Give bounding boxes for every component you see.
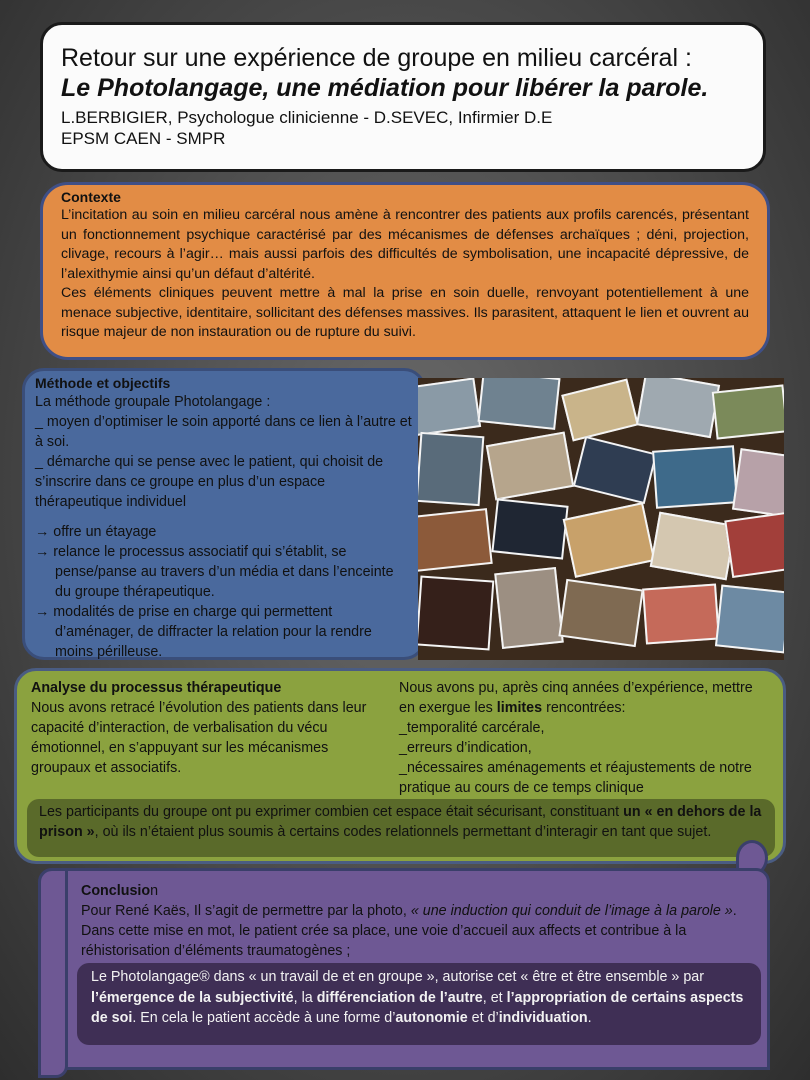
conclusion-text-after: . Dans cette mise en mot, le patient crée sa place, une voie d’accueil aux affects et contribue à la réhistorisation d’éléments traumatogènes ; (81, 903, 737, 959)
photo-card (494, 567, 564, 649)
photo-card (652, 445, 738, 509)
photo-card (732, 448, 784, 518)
photo-card (477, 378, 560, 430)
analysis-heading: Analyse du processus thérapeutique (31, 680, 282, 696)
inner-text-before: Les participants du groupe ont pu exprimer combien cet espace était sécurisant, constituant (39, 804, 620, 820)
context-paragraph-1: L’incitation au soin en milieu carcéral nous amène à rencontrer des patients aux profils carencés, présentant un fonctionnement psychique caractérisé par des mécanismes de défenses archaïques ; déni, projection, clivage, recours à l’agir… mais aussi parfois des difficultés de symbolisation, une incapacité dépressive, de l’alexithymie ainsi qu’un défaut d’altérité. (61, 207, 749, 282)
photolangage-photo (418, 378, 784, 660)
method-section (22, 368, 426, 660)
conclusion-heading (81, 881, 741, 901)
inner-seg-6: . (587, 1010, 592, 1026)
inner-seg-3: , et (482, 989, 503, 1006)
intro-text: Nous avons pu, après cinq années d’expérience, mettre en exergue les (399, 680, 753, 716)
method-heading: Méthode et objectifs (35, 375, 171, 391)
conclusion-section (38, 868, 770, 1070)
method-item-2: _ démarche qui se pense avec le patient, qui choisit de s’inscrire dans ce groupe en plus d’un espace thérapeutique individuel (35, 454, 384, 510)
method-arrow-2: → relance le processus associatif qui s’établit, se pense/panse au travers d’un média et dans l’enceinte du groupe thérapeutique. (35, 544, 394, 600)
inner-seg-1: Le Photolangage® dans « un travail de et en groupe », autorise cet « être et être ensemble » par (91, 969, 705, 985)
scroll-roll (38, 868, 68, 1078)
context-paragraph-2: Ces éléments cliniques peuvent mettre à mal la prise en soin duelle, renvoyant potentiellement à une menace subjective, identitaire, sollicitant des défenses massives. Ils parasitent, attaquent le lien et ouvrent au risque majeur de non instauration ou de rupture du suivi. (61, 285, 749, 340)
photo-card (418, 432, 484, 506)
limit-item-2: _erreurs d’indication, (399, 740, 532, 756)
analysis-inner-box (27, 799, 775, 857)
photo-card (650, 512, 737, 581)
photo-card (558, 579, 643, 647)
conclusion-heading-rest: n (150, 883, 159, 899)
conclusion-paragraph (81, 901, 741, 961)
analysis-left-text: Nous avons retracé l’évolution des patients dans leur capacité d’interaction, de verbalisation du vécu émotionnel, en s’appuyant sur les mécanismes groupaux et associatifs. (31, 700, 367, 776)
inner-bold-2: différenciation de l’autre (316, 989, 483, 1006)
photo-card (561, 378, 639, 441)
method-intro: La méthode groupale Photolangage : (35, 394, 271, 410)
inner-seg-4: . En cela le patient accède à une forme d’ (132, 1010, 396, 1026)
photo-card (712, 384, 784, 439)
context-heading: Contexte (61, 189, 121, 205)
photo-card (418, 378, 481, 437)
institution: EPSM CAEN - SMPR (61, 129, 226, 148)
photo-card (418, 576, 494, 651)
inner-text-bold: un « en dehors de la prison » (39, 804, 762, 840)
conclusion-inner-box (77, 963, 761, 1045)
photo-card (715, 585, 784, 654)
inner-bold-3: l’appropriation de certains aspects de soi (91, 989, 744, 1026)
photo-card (636, 378, 720, 438)
analysis-right-intro (399, 678, 769, 718)
photo-card (418, 508, 493, 572)
inner-bold-5: individuation (498, 1010, 588, 1026)
photo-card (642, 583, 720, 644)
photo-card (563, 502, 656, 578)
title-line2: Le Photolangage, une médiation pour libérer la parole. (61, 74, 709, 102)
limits-word: limites (496, 700, 543, 716)
limit-item-3: _nécessaires aménagements et réajustements de notre pratique au cours de ce temps clinique (399, 760, 752, 796)
photo-card (486, 431, 575, 500)
photo-card (573, 436, 657, 504)
inner-bold-1: l’émergence de la subjectivité (91, 989, 294, 1006)
intro-after: rencontrées: (546, 700, 626, 716)
title-line1: Retour sur une expérience de groupe en milieu carcéral : (61, 44, 692, 72)
method-item-1: _ moyen d’optimiser le soin apporté dans ce lien à l’autre et à soi. (35, 414, 412, 450)
authors: L.BERBIGIER, Psychologue clinicienne - D.SEVEC, Infirmier D.E (61, 108, 553, 127)
method-arrow-3: → modalités de prise en charge qui permettent d’aménager, de diffracter la relation pour la rendre moins périlleuse. (35, 604, 372, 660)
context-section (40, 182, 770, 360)
inner-seg-2: , la (293, 989, 313, 1006)
limit-item-1: _temporalité carcérale, (399, 720, 545, 736)
inner-bold-4: autonomie (395, 1010, 468, 1026)
inner-text-after: , où ils n’étaient plus soumis à certains codes relationnels permettant d’interagir en tant que sujet. (94, 824, 712, 840)
photo-card (491, 498, 568, 559)
conclusion-quote: « une induction qui conduit de l’image à la parole » (410, 903, 733, 919)
method-arrow-1: → offre un étayage (35, 524, 157, 540)
conclusion-heading-bold: Conclusio (81, 883, 151, 899)
photo-card (724, 512, 784, 578)
conclusion-text-before: Pour René Kaës, Il s’agit de permettre par la photo, (81, 903, 407, 919)
inner-seg-5: et d’ (471, 1010, 499, 1026)
title-box (40, 22, 766, 172)
analysis-section (14, 668, 786, 864)
